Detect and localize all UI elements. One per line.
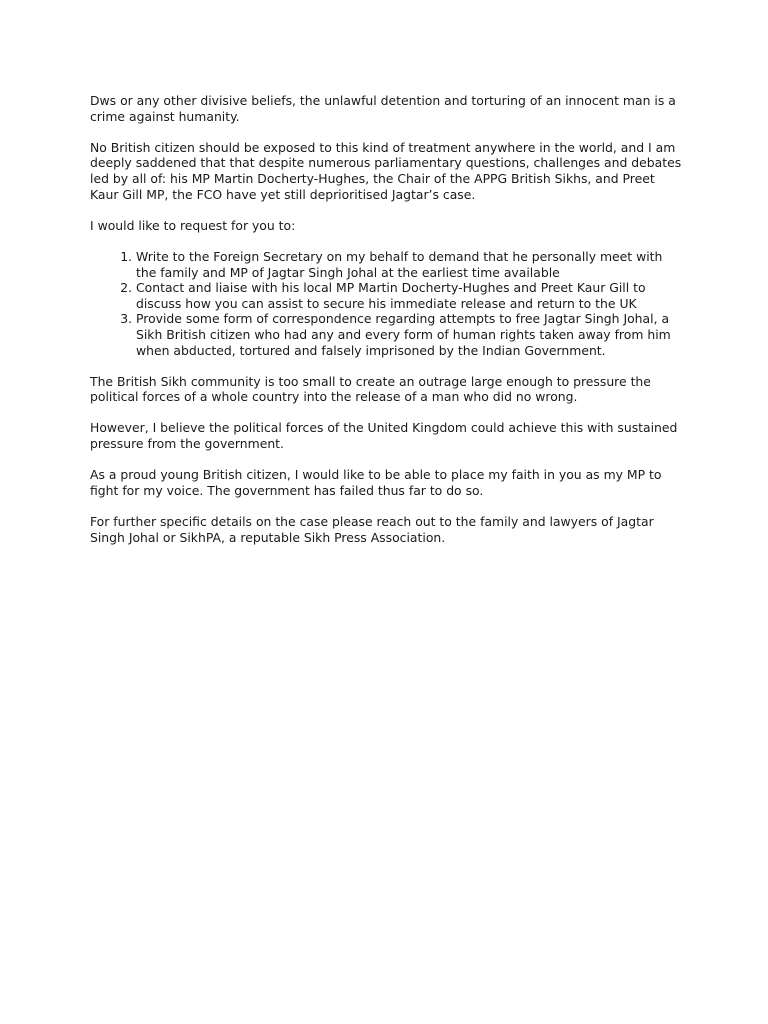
paragraph-uk-pressure: However, I believe the political forces of the United Kingdom could achieve this with sustained pressure from the government. <box>90 420 678 452</box>
paragraph-divisive-beliefs: Dws or any other divisive beliefs, the unlawful detention and torturing of an innocent man is a crime against humanity. <box>90 93 676 124</box>
paragraph-further-details: For further specific details on the case please reach out to the family and lawyers of Jagtar Singh Johal or SikhPA, a reputable Sikh Press Association. <box>90 514 654 545</box>
list-item: 2. Contact and liaise with his local MP Martin Docherty-Hughes and Preet Kaur Gill to discuss how you can assist to secure his immediate release and return to the UK <box>136 280 682 311</box>
paragraph-faith-in-mp: As a proud young British citizen, I would like to be able to place my faith in you as my MP to fight for my voice. The government has failed thus far to do so. <box>90 467 662 498</box>
paragraph-community-too-small: The British Sikh community is too small to create an outrage large enough to pressure the political forces of a whole country into the release of a man who did no wrong. <box>90 373 651 405</box>
list-item: 1. Write to the Foreign Secretary on my behalf to demand that he personally meet with the family and MP of Jagtar Singh Johal at the earliest time available <box>136 249 682 280</box>
request-list <box>90 249 682 358</box>
paragraph-british-citizen-treatment: No British citizen should be exposed to this kind of treatment anywhere in the world, and I am deeply saddened that that despite numerous parliamentary questions, challenges and debates led by all of: his MP Martin Docherty-Hughes, the Chair of the APPG British Sikhs, and Preet Kaur Gill MP, the FCO have yet still deprioritised Jagtar’s case. <box>90 139 682 202</box>
paragraph-request-intro: I would like to request for you to: <box>90 217 296 233</box>
letter-body <box>90 93 682 561</box>
list-item: 3. Provide some form of correspondence regarding attempts to free Jagtar Singh Johal, a Sikh British citizen who had any and every form of human rights taken away from him when abducted, tortured and falsely imprisoned by the Indian Government. <box>136 311 682 358</box>
